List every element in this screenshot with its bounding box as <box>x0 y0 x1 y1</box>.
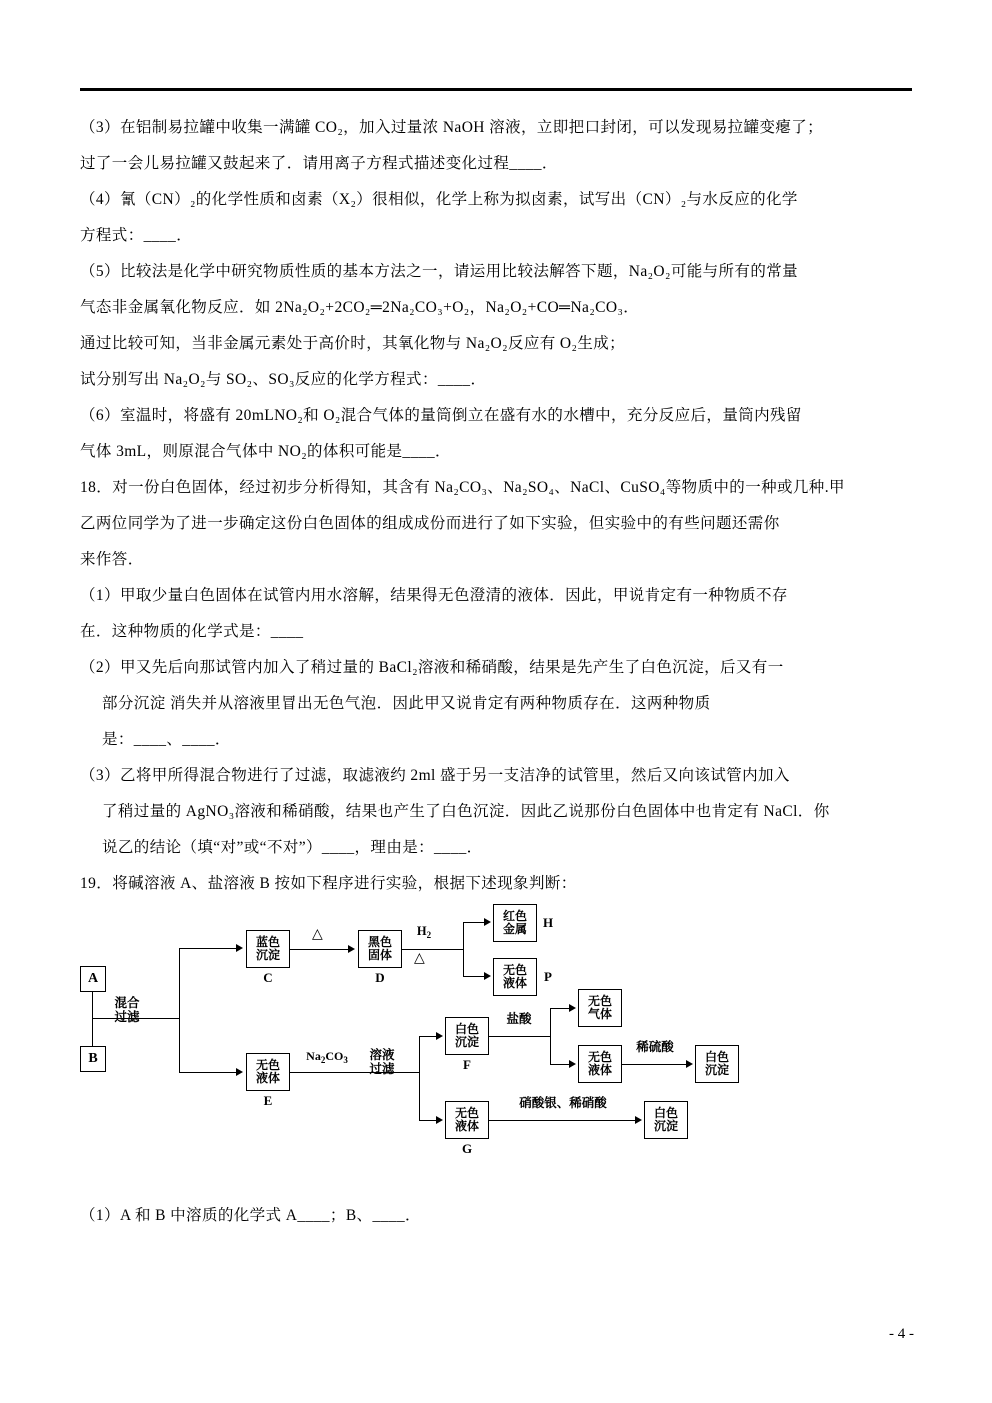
diagram-line-g-l <box>489 1120 637 1121</box>
diagram-box-F: 白色 沉淀 <box>445 1017 489 1055</box>
diagram-label-H: H <box>542 915 554 930</box>
diagram-label-mix-filter: 混合 <box>114 996 140 1010</box>
diagram-label-yansuan: 盐酸 <box>506 1012 532 1026</box>
diagram-label-P: P <box>544 969 552 984</box>
page-content <box>80 110 920 1234</box>
q18-2-line-3: 是：____、____． <box>102 731 231 748</box>
q18-1-line-1: （1）甲取少量白色固体在试管内用水溶解，结果得无色澄清的液体．因此，甲说肯定有一种物质不存 <box>80 587 788 604</box>
diagram-arrow-to-c <box>236 944 243 952</box>
diagram-line-d-split <box>402 949 464 950</box>
diagram-label-C: C <box>263 970 273 985</box>
diagram-delta-1: △ <box>312 927 323 942</box>
diagram-arrow-to-h <box>484 918 491 926</box>
q19-1-line-1: （1）A 和 B 中溶质的化学式 A____；B、____． <box>80 1207 421 1224</box>
diagram-label-G: G <box>461 1141 473 1156</box>
diagram-line-split <box>179 948 180 1073</box>
diagram-label-D: D <box>375 970 385 985</box>
diagram-line-f-split <box>489 1036 551 1037</box>
page-number: - 4 - <box>889 1326 914 1342</box>
q18-1-line-2: 在．这种物质的化学式是：____ <box>80 623 304 640</box>
q19-line-1: 19．将碱溶液 A、盐溶液 B 按如下程序进行实验，根据下述现象判断： <box>80 875 577 892</box>
diagram-label-solution-filter: 溶液 过滤 <box>369 1048 395 1077</box>
q17-5-line-2: 气态非金属氧化物反应．如 2Na₂O₂+2CO₂═2Na₂CO₃+O₂，Na₂O₂+CO═Na₂CO₃． <box>80 299 640 316</box>
q18-2-line-2: 部分沉淀 消失并从溶液里冒出无色气泡．因此甲又说肯定有两种物质存在．这两种物质 <box>102 695 711 712</box>
diagram-line-to-e <box>179 1072 237 1073</box>
q17-5-line-1: （5）比较法是化学中研究物质性质的基本方法之一，请运用比较法解答下题，Na₂O₂可能与所有的常量 <box>80 263 799 280</box>
q18-3-line-2: 了稍过量的 AgNO₃溶液和稀硝酸，结果也产生了白色沉淀．因此乙说那份白色固体中也肯定有 NaCl．你 <box>102 803 830 820</box>
experiment-flow-diagram <box>80 908 920 1198</box>
diagram-box-D: 黑色 固体 <box>358 930 402 968</box>
diagram-arrow-to-j <box>569 1060 576 1068</box>
diagram-arrow-g-l <box>635 1116 642 1124</box>
q17-3-line-1: （3）在铝制易拉罐中收集一满罐 CO₂，加入过量浓 NaOH 溶液，立即把口封闭，可以发现易拉罐变瘪了； <box>80 119 824 136</box>
header-rule <box>80 88 912 91</box>
diagram-box-colorless-gas: 无色 气体 <box>578 989 622 1027</box>
diagram-label-E: E <box>263 1093 273 1108</box>
diagram-arrow-to-e <box>236 1068 243 1076</box>
diagram-box-white-precipitate-1: 白色 沉淀 <box>695 1045 739 1083</box>
diagram-line-to-h <box>463 922 485 923</box>
diagram-label-xiliusuan: 稀硫酸 <box>636 1040 674 1054</box>
diagram-line-to-j <box>550 1064 570 1065</box>
diagram-arrow-j-k <box>686 1060 693 1068</box>
diagram-line-to-f <box>419 1036 437 1037</box>
diagram-line-main <box>92 1018 180 1019</box>
q18-line-3: 来作答． <box>80 551 144 568</box>
q17-4-line-2: 方程式：____． <box>80 227 193 244</box>
diagram-box-A: A <box>80 966 106 992</box>
q18-line-1: 18．对一份白色固体，经过初步分析得知，其含有 Na₂CO₃、Na₂SO₄、NaCl、CuSO₄等物质中的一种或几种.甲 <box>80 479 845 496</box>
diagram-arrow-to-f <box>436 1032 443 1040</box>
diagram-arrow-to-g <box>436 1116 443 1124</box>
diagram-line-to-g <box>419 1120 437 1121</box>
diagram-box-C: 蓝色 沉淀 <box>246 930 290 968</box>
diagram-box-G: 无色 液体 <box>445 1101 489 1139</box>
diagram-line-ij-v <box>550 1008 551 1064</box>
diagram-arrow-c-d <box>348 945 355 953</box>
diagram-delta-2: △ <box>414 951 425 966</box>
diagram-box-colorless-liquid: 无色 液体 <box>578 1045 622 1083</box>
q18-2-line-1: （2）甲又先后向那试管内加入了稍过量的 BaCl₂溶液和稀硝酸，结果是先产生了白色沉淀，后又有一 <box>80 659 784 676</box>
diagram-line-c-d <box>290 949 350 950</box>
diagram-label-F: F <box>463 1057 471 1072</box>
q18-line-2: 乙两位同学为了进一步确定这份白色固体的组成成份而进行了如下实验，但实验中的有些问题还需你 <box>80 515 780 532</box>
diagram-label-xiaosuanyin: 硝酸银、稀硝酸 <box>519 1096 607 1110</box>
q17-3-line-2: 过了一会儿易拉罐又鼓起来了．请用离子方程式描述变化过程____． <box>80 155 558 172</box>
diagram-label-na2co3: $Na_2CO_3$ <box>306 1049 348 1065</box>
diagram-line-to-p <box>463 976 485 977</box>
diagram-line-to-i <box>550 1008 570 1009</box>
diagram-line-to-c <box>179 948 237 949</box>
diagram-arrow-to-p <box>484 972 491 980</box>
q17-6-line-1: （6）室温时，将盛有 20mLNO₂和 O₂混合气体的量筒倒立在盛有水的水槽中，充分反应后，量筒内残留 <box>80 407 802 424</box>
q17-4-line-1: （4）氰（CN）₂的化学性质和卤素（X₂）很相似，化学上称为拟卤素，试写出（CN）₂与水反应的化学 <box>80 191 798 208</box>
diagram-box-B: B <box>80 1046 106 1072</box>
q17-5-line-3: 通过比较可知，当非金属元素处于高价时，其氧化物与 Na₂O₂反应有 O₂生成； <box>80 335 626 352</box>
q18-3-line-3: 说乙的结论（填“对”或“不对”）____，理由是：____． <box>102 839 483 856</box>
q17-6-line-2: 气体 3mL，则原混合气体中 NO₂的体积可能是____． <box>80 443 451 460</box>
diagram-label-h2: $H_2$ <box>416 924 432 940</box>
diagram-box-white-precipitate-2: 白色 沉淀 <box>644 1101 688 1139</box>
diagram-box-E: 无色 液体 <box>246 1053 290 1091</box>
diagram-line-dsplit-v <box>463 922 464 976</box>
diagram-box-P: 无色 液体 <box>493 958 537 996</box>
q18-3-line-1: （3）乙将甲所得混合物进行了过滤，取滤液约 2ml 盛于另一支洁净的试管里，然后又向该试管内加入 <box>80 767 790 784</box>
diagram-line-j-k <box>622 1064 688 1065</box>
q17-5-line-4: 试分别写出 Na₂O₂与 SO₂、SO₃反应的化学方程式：____． <box>80 371 487 388</box>
diagram-line-fg-v <box>419 1036 420 1120</box>
diagram-arrow-to-i <box>569 1004 576 1012</box>
diagram-box-H: 红色 金属 <box>493 904 537 942</box>
